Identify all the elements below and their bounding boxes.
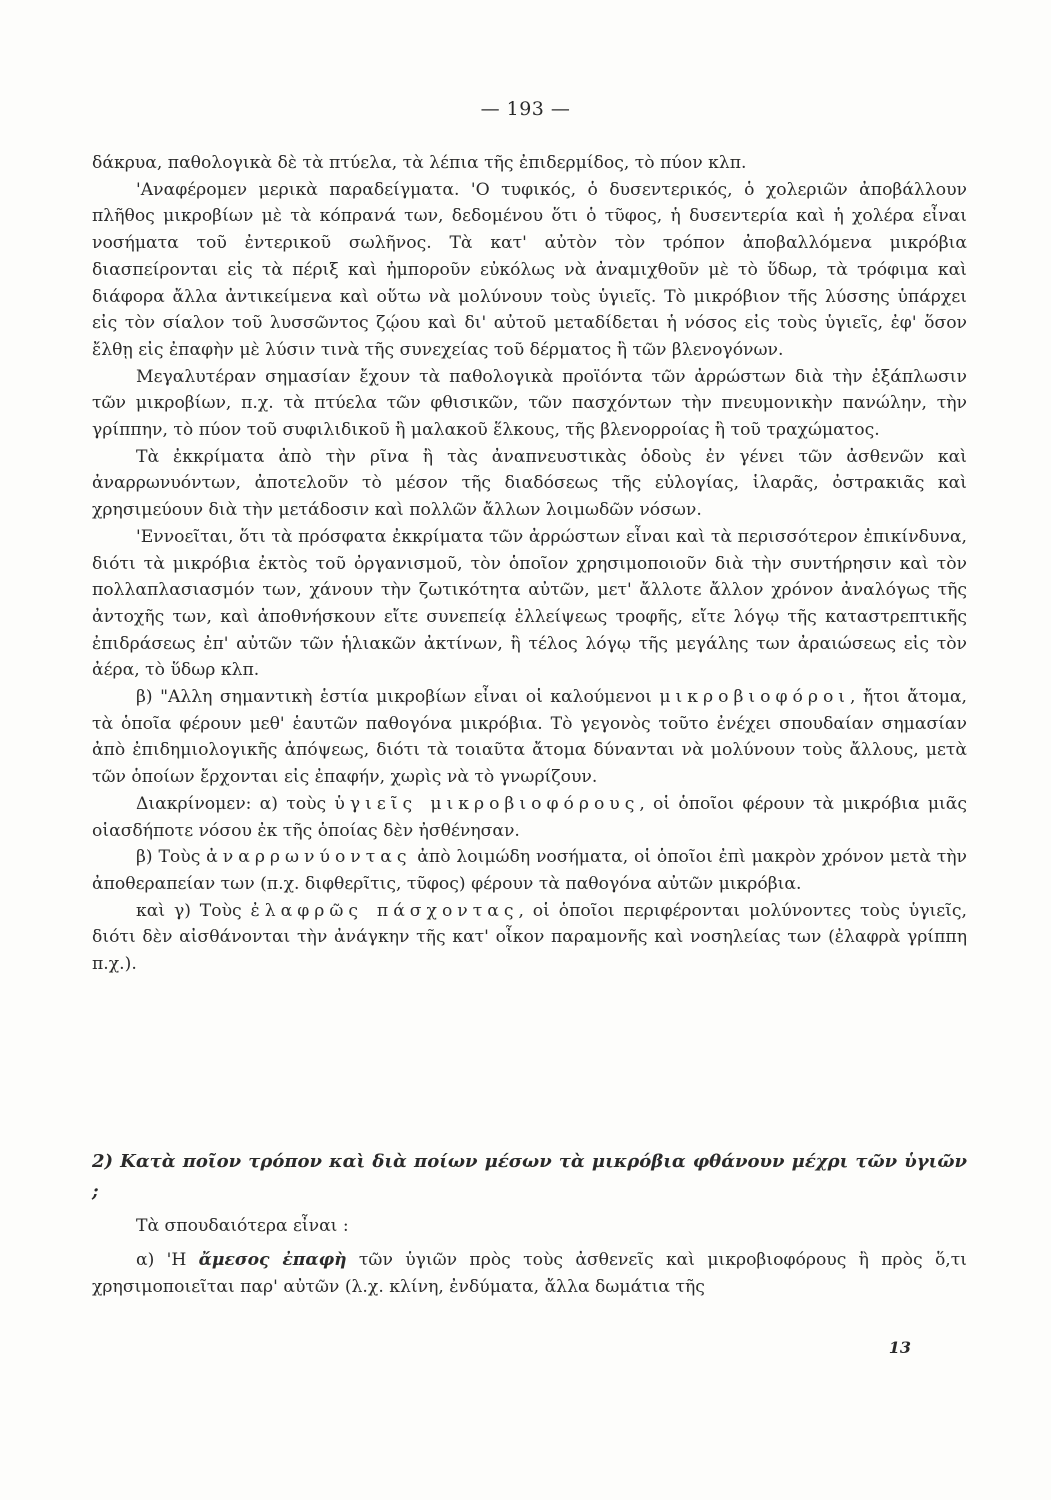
item-a-rest: τῶν ὑγιῶν πρὸς τοὺς ἀσθενεῖς καὶ μικροβιοφόρους ἢ πρὸς ὅ,τι χρησιμοποιεῖται παρ' αὐτῶν (λ.χ. κλίνη, ἐνδύματα, ἄλλα δωμάτια τῆς (92, 1249, 967, 1297)
paragraph-7-term: ὑγιεῖς μικροβιοφόρους (334, 793, 640, 814)
paragraph-3: Μεγαλυτέραν σημασίαν ἔχουν τὰ παθολογικὰ προϊόντα τῶν ἀρρώστων διὰ τὴν ἐξάπλωσιν τῶν μικροβίων, π.χ. τὰ πτύελα τῶν φθισικῶν, τῶν πασχόντων τὴν πνευμονικὴν πανώλην, τὴν γρίππην, τὸ πύον τοῦ συφιλιδικοῦ ἢ μαλακοῦ ἕλκους, τῆς βλενορροίας ἢ τοῦ τραχώματος. (92, 366, 967, 441)
paragraph-2: 'Αναφέρομεν μερικὰ παραδείγματα. 'Ο τυφικός, ὁ δυσεντερικός, ὁ χολεριῶν ἀποβάλλουν πλῆθος μικροβίων μὲ τὰ κόπρανά των, δεδομένου ὅτι ὁ τῦφος, ἡ δυσεντερία καὶ ἡ χολέρα εἶναι νοσήματα τοῦ ἐντερικοῦ σωλῆνος. Τὰ κατ' αὐτὸν τὸν τρόπον ἀποβαλλόμενα μικρόβια διασπείρονται εἰς τὰ πέριξ καὶ ἠμποροῦν εὐκόλως νὰ ἀναμιχθοῦν μὲ τὸ ὕδωρ, τὰ τρόφιμα καὶ διάφορα ἄλλα ἀντικείμενα καὶ οὕτω νὰ μολύνουν τοὺς ὑγιεῖς. Τὸ μικρόβιον τῆς λύσσης ὑπάρχει εἰς τὸν σίαλον τοῦ λυσσῶντος ζῴου καὶ δι' αὐτοῦ μεταδίδεται ἡ νόσος εἰς τοὺς ὑγιεῖς, ἐφ' ὅσον ἔλθῃ εἰς ἐπαφὴν μὲ λύσιν τινὰ τῆς συνεχείας τοῦ δέρματος ἢ τῶν βλενογόνων. (92, 179, 967, 360)
paragraph-8-term: ἀναρρωνύοντας (206, 847, 412, 868)
paragraph-9-term: ἐλαφρῶς πάσχοντας (250, 900, 519, 921)
paragraph-8-lead: β) Τοὺς (136, 847, 207, 868)
paragraph-6 (92, 684, 967, 791)
section-text (92, 1213, 967, 1302)
paragraph-7 (92, 791, 967, 844)
paragraph-7-lead: Διακρίνομεν: α) τοὺς (136, 793, 335, 814)
section-intro: Τὰ σπουδαιότερα εἶναι : (136, 1216, 349, 1236)
section-heading: 2) Κατὰ ποῖον τρόπον καὶ διὰ ποίων μέσων τὰ μικρόβια φθάνουν μέχρι τῶν ὑγιῶν ; (92, 1151, 967, 1202)
paragraph-6-lead: β) "Αλλη σημαντικὴ ἑστία μικροβίων εἶναι οἱ καλούμενοι (136, 687, 660, 708)
signature-mark: 13 (888, 1338, 911, 1357)
item-a-lead: α) 'Η (136, 1249, 199, 1270)
section-item-a (92, 1247, 967, 1302)
paragraph-7-rest: , οἱ ὁποῖοι φέρουν τὰ μικρόβια μιᾶς οἱασδήποτε νόσου ἐκ τῆς ὁποίας δὲν ἠσθένησαν. (92, 793, 968, 841)
paragraph-8 (92, 844, 967, 897)
page-number: — 193 — (480, 98, 571, 120)
paragraph-9-rest: , οἱ ὁποῖοι περιφέρονται μολύνοντες τοὺς ὑγιεῖς, διότι δὲν αἰσθάνονται τὴν ἀνάγκην τῆς κατ' οἶκον παραμονῆς καὶ νοσηλείας των (ἐλαφρὰ γρίππη π.χ.). (92, 900, 967, 975)
paragraph-9 (92, 898, 967, 978)
paragraph-1: δάκρυα, παθολογικὰ δὲ τὰ πτύελα, τὰ λέπια τῆς ἐπιδερμίδος, τὸ πύον κλπ. (92, 153, 747, 173)
paragraph-8-rest: ἀπὸ λοιμώδη νοσήματα, οἱ ὁποῖοι ἐπὶ μακρὸν χρόνον μετὰ τὴν ἀποθεραπείαν των (π.χ. διφθερῖτις, τῦφος) φέρουν τὰ παθογόνα αὐτῶν μικρόβια. (92, 847, 967, 894)
paragraph-6-rest: , ἤτοι ἄτομα, τὰ ὁποῖα φέρουν μεθ' ἑαυτῶν παθογόνα μικρόβια. Τὸ γεγονὸς τοῦτο ἐνέχει σπουδαίαν σημασίαν ἀπὸ ἐπιδημιολογικῆς ἀπόψεως, διότι τὰ τοιαῦτα ἄτομα δύνανται νὰ μολύνουν τοὺς ἄλλους, μετὰ τῶν ὁποίων ἔρχονται εἰς ἐπαφήν, χωρὶς νὰ τὸ γνωρίζουν. (92, 687, 967, 788)
item-a-term: ἄμεσος ἐπαφὴ (198, 1249, 347, 1270)
paragraph-4: Τὰ ἐκκρίματα ἀπὸ τὴν ρῖνα ἢ τὰς ἀναπνευστικὰς ὁδοὺς ἐν γένει τῶν ἀσθενῶν καὶ ἀναρρωνυόντων, ἀποτελοῦν τὸ μέσον τῆς διαδόσεως τῆς εὐλογίας, ἱλαρᾶς, ὀστρακιᾶς καὶ χρησιμεύουν διὰ τὴν μετάδοσιν καὶ πολλῶν ἄλλων λοιμωδῶν νόσων. (92, 446, 967, 521)
paragraph-9-lead: καὶ γ) Τοὺς (136, 900, 251, 921)
paragraph-6-term: μικροβιοφόροι (659, 687, 851, 708)
paragraph-5: 'Εννοεῖται, ὅτι τὰ πρόσφατα ἐκκρίματα τῶν ἀρρώστων εἶναι καὶ τὰ περισσότερον ἐπικίνδυνα, διότι τὰ μικρόβια ἐκτὸς τοῦ ὀργανισμοῦ, τὸν ὁποῖον χρησιμοποιοῦν διὰ τὴν συντήρησιν καὶ τὸν πολλαπλασιασμόν των, χάνουν τὴν ζωτικότητα αὐτῶν, μετ' ἄλλοτε ἄλλον χρόνον ἀναλόγως τῆς ἀντοχῆς των, καὶ ἀποθνήσκουν εἴτε συνεπείᾳ ἐλλείψεως τροφῆς, εἴτε λόγῳ τῆς καταστρεπτικῆς ἐπιδράσεως ἐπ' αὐτῶν τῶν ἡλιακῶν ἀκτίνων, ἢ τέλος λόγῳ τῆς μεγάλης των ἀραιώσεως εἰς τὸν ἀέρα, τὸ ὕδωρ κλπ. (92, 526, 967, 681)
main-text (92, 150, 967, 978)
